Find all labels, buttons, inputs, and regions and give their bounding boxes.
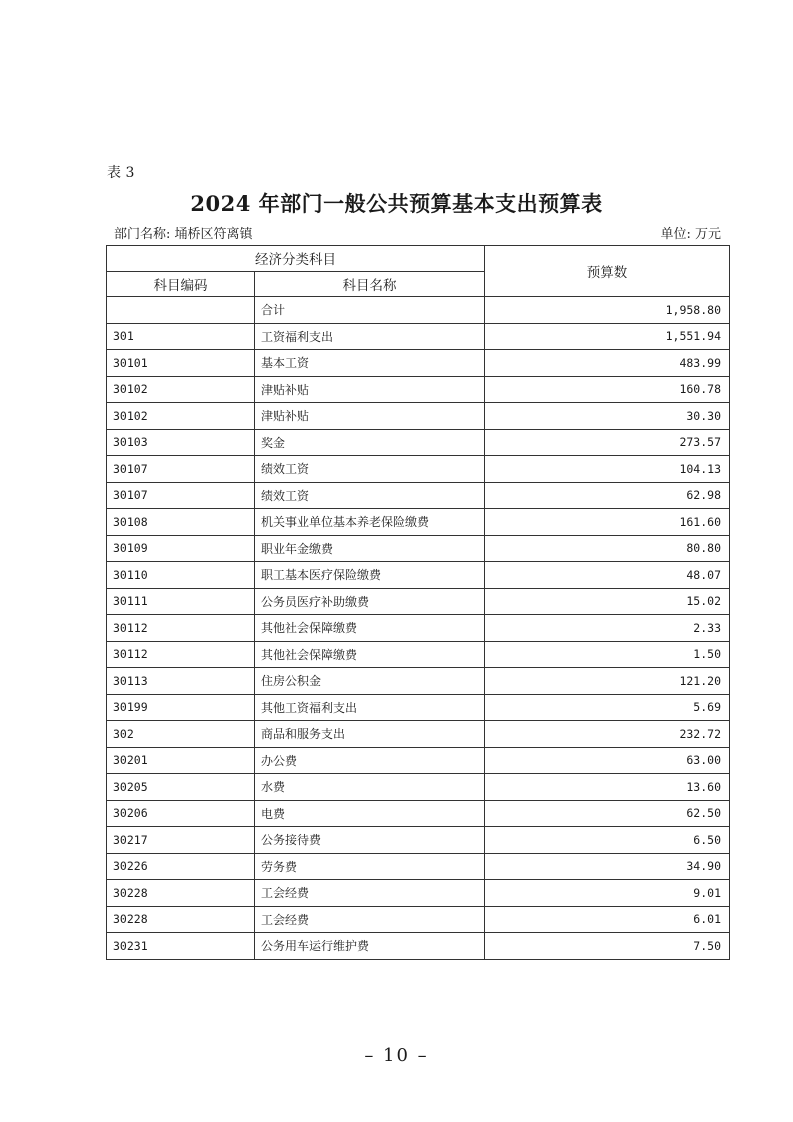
cell-amount: 273.57 <box>485 429 730 456</box>
cell-code: 30101 <box>107 350 255 377</box>
table-row <box>107 853 730 880</box>
table-row <box>107 350 730 377</box>
table-row <box>107 588 730 615</box>
cell-name: 津贴补贴 <box>255 403 485 430</box>
page-number: – 10 – <box>364 1045 429 1066</box>
header-amount: 预算数 <box>485 246 730 297</box>
cell-amount: 63.00 <box>485 747 730 774</box>
cell-name: 机关事业单位基本养老保险缴费 <box>255 509 485 536</box>
cell-name: 基本工资 <box>255 350 485 377</box>
table-row <box>107 456 730 483</box>
cell-name: 公务用车运行维护费 <box>255 933 485 960</box>
cell-code: 30112 <box>107 641 255 668</box>
table-row <box>107 376 730 403</box>
cell-amount: 1,551.94 <box>485 323 730 350</box>
cell-code: 30217 <box>107 827 255 854</box>
cell-amount: 1,958.80 <box>485 297 730 324</box>
cell-name: 水费 <box>255 774 485 801</box>
cell-name: 绩效工资 <box>255 482 485 509</box>
cell-amount: 5.69 <box>485 694 730 721</box>
table-row <box>107 482 730 509</box>
cell-code: 30226 <box>107 853 255 880</box>
cell-amount: 48.07 <box>485 562 730 589</box>
cell-amount: 7.50 <box>485 933 730 960</box>
cell-name: 商品和服务支出 <box>255 721 485 748</box>
cell-name: 工资福利支出 <box>255 323 485 350</box>
cell-code: 302 <box>107 721 255 748</box>
cell-name: 公务接待费 <box>255 827 485 854</box>
table-row <box>107 297 730 324</box>
cell-name: 劳务费 <box>255 853 485 880</box>
document-title: 2024 年部门一般公共预算基本支出预算表 <box>190 191 603 216</box>
cell-code: 30112 <box>107 615 255 642</box>
cell-code: 30228 <box>107 880 255 907</box>
table-row <box>107 721 730 748</box>
cell-code: 30111 <box>107 588 255 615</box>
cell-name: 工会经费 <box>255 906 485 933</box>
cell-code <box>107 297 255 324</box>
department-name: 部门名称: 埇桥区符离镇 <box>114 227 253 242</box>
cell-amount: 161.60 <box>485 509 730 536</box>
cell-amount: 80.80 <box>485 535 730 562</box>
cell-name: 公务员医疗补助缴费 <box>255 588 485 615</box>
cell-amount: 6.50 <box>485 827 730 854</box>
header-name: 科目名称 <box>255 271 485 297</box>
table-row <box>107 509 730 536</box>
cell-code: 30102 <box>107 376 255 403</box>
table-label: 表 3 <box>107 165 135 181</box>
cell-code: 30109 <box>107 535 255 562</box>
cell-code: 30102 <box>107 403 255 430</box>
cell-amount: 121.20 <box>485 668 730 695</box>
cell-name: 住房公积金 <box>255 668 485 695</box>
cell-amount: 34.90 <box>485 853 730 880</box>
cell-name: 电费 <box>255 800 485 827</box>
cell-code: 30206 <box>107 800 255 827</box>
table-row <box>107 747 730 774</box>
cell-amount: 6.01 <box>485 906 730 933</box>
cell-code: 30110 <box>107 562 255 589</box>
table-row <box>107 906 730 933</box>
cell-code: 30113 <box>107 668 255 695</box>
table-row <box>107 429 730 456</box>
table-row <box>107 615 730 642</box>
table-row <box>107 641 730 668</box>
cell-name: 奖金 <box>255 429 485 456</box>
table-row <box>107 933 730 960</box>
cell-code: 30231 <box>107 933 255 960</box>
cell-name: 其他社会保障缴费 <box>255 641 485 668</box>
cell-amount: 104.13 <box>485 456 730 483</box>
cell-amount: 15.02 <box>485 588 730 615</box>
cell-amount: 62.98 <box>485 482 730 509</box>
cell-amount: 13.60 <box>485 774 730 801</box>
cell-amount: 1.50 <box>485 641 730 668</box>
table-row <box>107 323 730 350</box>
cell-code: 30108 <box>107 509 255 536</box>
cell-name: 职业年金缴费 <box>255 535 485 562</box>
cell-name: 办公费 <box>255 747 485 774</box>
header-code: 科目编码 <box>107 271 255 297</box>
cell-amount: 62.50 <box>485 800 730 827</box>
cell-amount: 483.99 <box>485 350 730 377</box>
table-row <box>107 403 730 430</box>
cell-amount: 160.78 <box>485 376 730 403</box>
table-row <box>107 668 730 695</box>
table-row <box>107 827 730 854</box>
budget-table <box>106 245 730 960</box>
cell-code: 30199 <box>107 694 255 721</box>
cell-amount: 30.30 <box>485 403 730 430</box>
table-row <box>107 535 730 562</box>
table-row <box>107 562 730 589</box>
cell-code: 30228 <box>107 906 255 933</box>
cell-name: 津贴补贴 <box>255 376 485 403</box>
header-economic-category: 经济分类科目 <box>107 246 485 272</box>
header-row-group <box>107 246 730 272</box>
cell-code: 30107 <box>107 482 255 509</box>
cell-name: 合计 <box>255 297 485 324</box>
cell-code: 30201 <box>107 747 255 774</box>
table-row <box>107 694 730 721</box>
unit-label: 单位: 万元 <box>660 227 721 242</box>
cell-amount: 9.01 <box>485 880 730 907</box>
meta-row <box>114 223 721 242</box>
cell-amount: 2.33 <box>485 615 730 642</box>
cell-amount: 232.72 <box>485 721 730 748</box>
cell-code: 30107 <box>107 456 255 483</box>
cell-code: 30205 <box>107 774 255 801</box>
cell-code: 30103 <box>107 429 255 456</box>
cell-code: 301 <box>107 323 255 350</box>
cell-name: 其他工资福利支出 <box>255 694 485 721</box>
table-row <box>107 880 730 907</box>
cell-name: 绩效工资 <box>255 456 485 483</box>
table-row <box>107 774 730 801</box>
cell-name: 职工基本医疗保险缴费 <box>255 562 485 589</box>
cell-name: 工会经费 <box>255 880 485 907</box>
table-row <box>107 800 730 827</box>
cell-name: 其他社会保障缴费 <box>255 615 485 642</box>
table-body <box>107 297 730 960</box>
